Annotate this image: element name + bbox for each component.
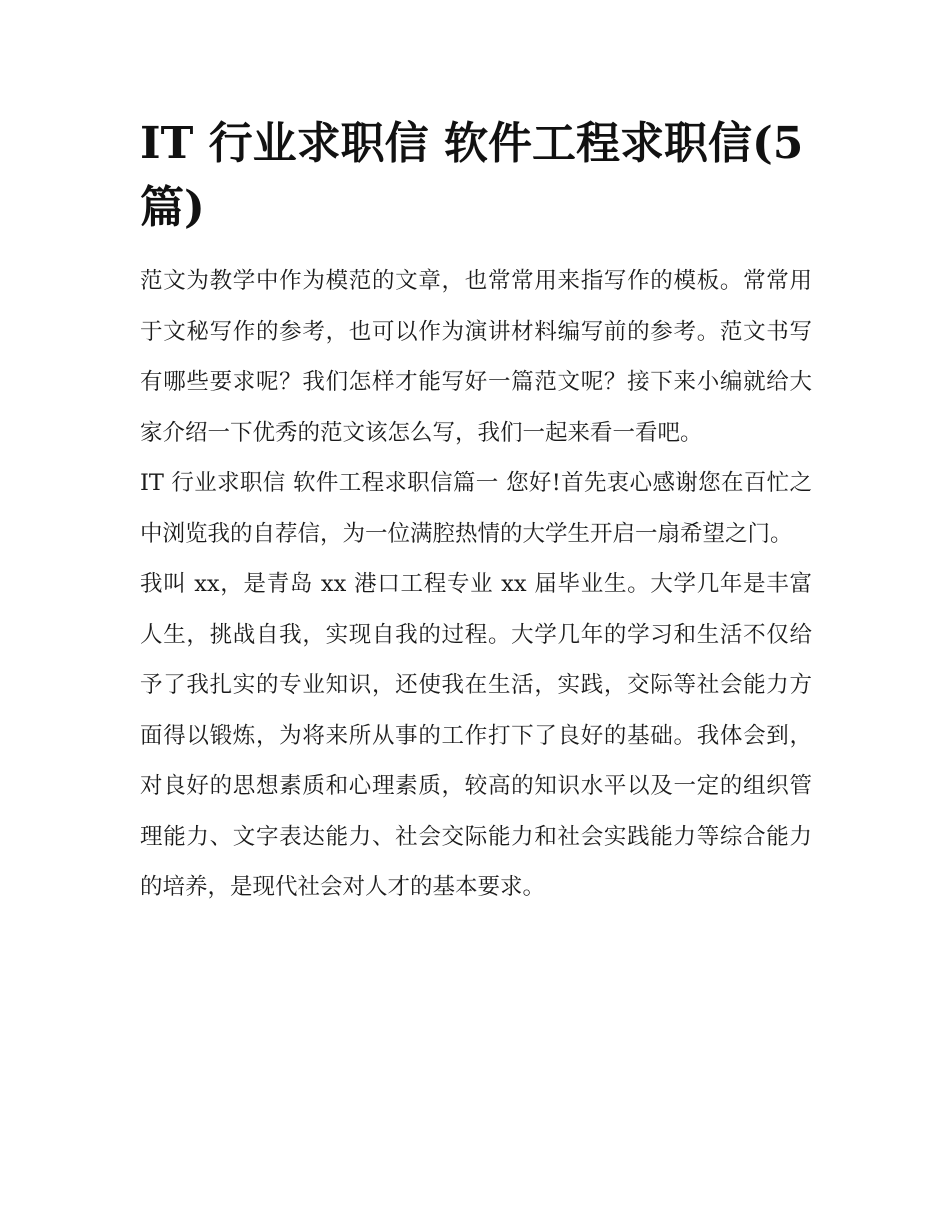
paragraph-intro: 范文为教学中作为模范的文章，也常常用来指写作的模板。常常用于文秘写作的参考，也可以作为演讲材料编写前的参考。范文书写有哪些要求呢？我们怎样才能写好一篇范文呢？接下来小编就给大家介绍一下优秀的范文该怎么写，我们一起来看一看吧。 [140,268,812,446]
paragraph-self-introduction: 我叫 xx，是青岛 xx 港口工程专业 xx 届毕业生。大学几年是丰富人生，挑战自我，实现自我的过程。大学几年的学习和生活不仅给予了我扎实的专业知识，还使我在生活，实践，交际等社会能力方面得以锻炼，为将来所从事的工作打下了良好的基础。我体会到，对良好的思想素质和心理素质，较高的知识水平以及一定的组织管理能力、文字表达能力、社会交际能力和社会实践能力等综合能力的培养，是现代社会对人才的基本要求。 [140,571,812,900]
document-body [140,256,812,913]
document-content [140,112,812,913]
paragraph-greeting: IT 行业求职信 软件工程求职信篇一 您好!首先衷心感谢您在百忙之中浏览我的自荐信，为一位满腔热情的大学生开启一扇希望之门。 [140,470,812,547]
document-title: IT 行业求职信 软件工程求职信(5 篇) [140,118,804,233]
